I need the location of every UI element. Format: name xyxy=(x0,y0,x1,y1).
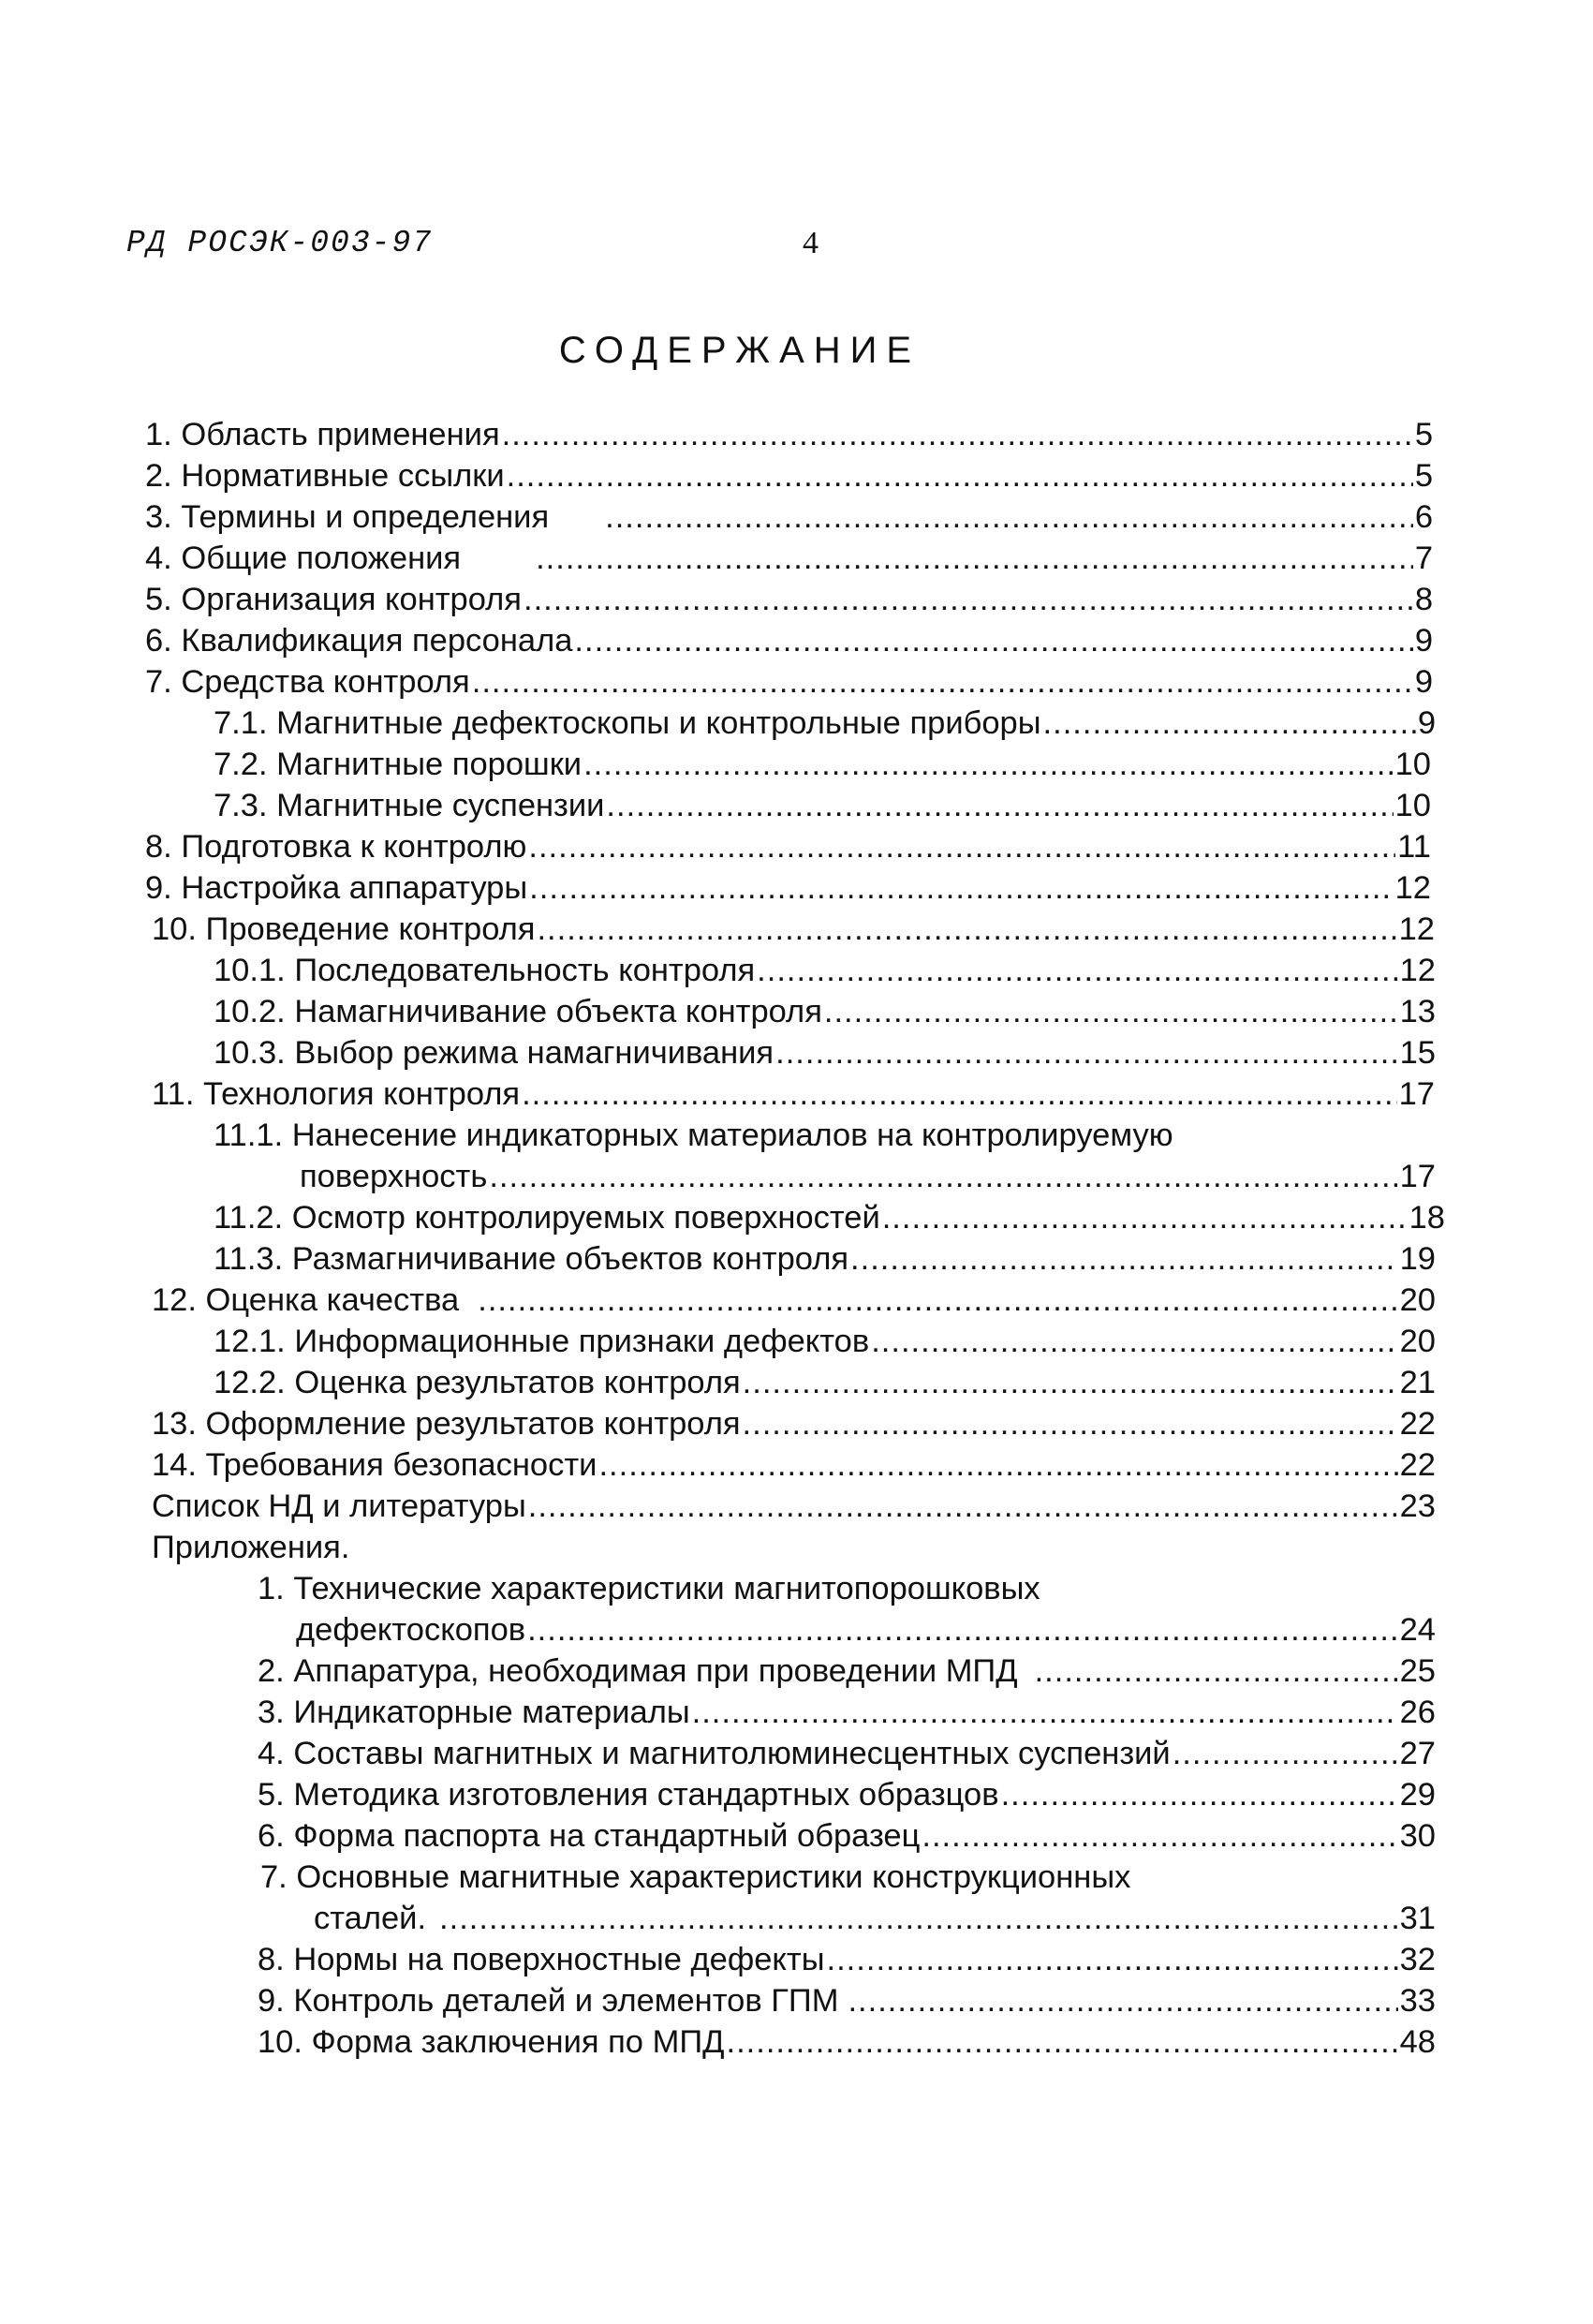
toc-entry-page: 9 xyxy=(1417,705,1436,741)
toc-entry xyxy=(258,1651,1436,1691)
toc-entry-title: 11. Технология контроля xyxy=(152,1076,521,1112)
toc-entry xyxy=(214,1363,1436,1402)
toc-entry-title: 2. Нормативные ссылки xyxy=(145,458,505,494)
toc-entry-title: 9. Контроль деталей и элементов ГПМ xyxy=(258,1983,839,2019)
toc-entry xyxy=(258,1981,1436,2021)
toc-leader-dots xyxy=(574,621,1412,660)
toc-entry xyxy=(214,1116,1436,1155)
toc-entry-page: 30 xyxy=(1399,1818,1436,1854)
toc-entry-page: 17 xyxy=(1398,1076,1435,1112)
toc-entry-title: 7.1. Магнитные дефектоскопы и контрольные приборы xyxy=(214,705,1041,741)
toc-entry-page: 17 xyxy=(1399,1159,1436,1194)
toc-entry xyxy=(214,951,1436,990)
toc-entry xyxy=(214,1033,1436,1073)
toc-entry-page: 9 xyxy=(1414,664,1433,700)
toc-leader-dots xyxy=(871,1322,1397,1361)
toc-entry xyxy=(258,1734,1436,1773)
toc-entry xyxy=(314,1899,1436,1938)
toc-entry xyxy=(145,621,1433,660)
toc-entry xyxy=(214,1198,1445,1237)
toc-entry-title: 10.1. Последовательность контроля xyxy=(214,953,756,988)
toc-leader-dots xyxy=(1173,1734,1398,1773)
toc-entry xyxy=(145,415,1433,454)
toc-leader-dots xyxy=(502,415,1413,454)
toc-leader-dots xyxy=(743,1363,1398,1402)
page-number: 4 xyxy=(803,226,819,260)
toc-leader-dots xyxy=(824,992,1398,1031)
toc-entry xyxy=(152,1445,1436,1485)
toc-entry-page: 5 xyxy=(1414,417,1433,452)
toc-leader-dots xyxy=(848,1981,1397,2021)
toc-leader-dots xyxy=(1043,703,1416,743)
toc-entry xyxy=(214,1322,1436,1361)
toc-entry-title: Список НД и литературы xyxy=(152,1488,526,1524)
toc-leader-dots xyxy=(524,580,1413,619)
toc-entry-page: 5 xyxy=(1414,458,1433,494)
toc-entry xyxy=(258,1775,1436,1814)
toc-entry-page: 12 xyxy=(1398,911,1435,947)
toc-leader-dots xyxy=(1001,1775,1398,1814)
toc-entry-title: 4. Составы магнитных и магнитолюминесцентных суспензий xyxy=(258,1736,1171,1771)
toc-entry-title: 6. Форма паспорта на стандартный образец xyxy=(258,1818,921,1854)
toc-title: СОДЕРЖАНИЕ xyxy=(558,330,922,371)
toc-leader-dots xyxy=(692,1693,1398,1732)
toc-entry-title: 5. Методика изготовления стандартных образцов xyxy=(258,1777,999,1813)
toc-leader-dots xyxy=(922,1816,1397,1856)
toc-entry-page: 13 xyxy=(1399,994,1436,1029)
toc-entry-title: 11.3. Размагничивание объектов контроля xyxy=(214,1241,849,1277)
toc-entry-title: 12. Оценка качества xyxy=(152,1282,460,1318)
toc-entry-title: дефектоскопов xyxy=(296,1612,526,1648)
toc-entry xyxy=(152,1280,1436,1320)
toc-leader-dots xyxy=(472,662,1413,702)
toc-leader-dots xyxy=(527,1610,1398,1650)
toc-entry-title: 1. Технические характеристики магнитопорошковых xyxy=(258,1571,1040,1606)
toc-entry xyxy=(145,456,1433,496)
toc-entry xyxy=(214,786,1431,825)
toc-leader-dots xyxy=(439,1899,1398,1938)
toc-leader-dots xyxy=(522,1074,1397,1114)
toc-entry xyxy=(145,662,1433,702)
toc-entry-page: 31 xyxy=(1399,1901,1436,1936)
toc-leader-dots xyxy=(528,827,1395,866)
toc-entry-title: сталей. xyxy=(314,1901,427,1936)
toc-entry-page: 19 xyxy=(1399,1241,1436,1277)
toc-entry xyxy=(258,1693,1436,1732)
toc-leader-dots xyxy=(757,951,1397,990)
toc-entry xyxy=(152,1074,1435,1114)
toc-entry-title: 10. Форма заключения по МПД xyxy=(258,2024,725,2060)
toc-entry-title: 7. Основные магнитные характеристики конструкционных xyxy=(260,1859,1131,1895)
toc-leader-dots xyxy=(507,456,1413,496)
toc-leader-dots xyxy=(726,2022,1397,2062)
toc-leader-dots xyxy=(528,1487,1398,1526)
toc-entry xyxy=(258,1940,1436,1979)
toc-entry-page: 9 xyxy=(1414,623,1433,659)
toc-entry-page: 26 xyxy=(1399,1695,1436,1730)
toc-entry-page: 12 xyxy=(1399,953,1436,988)
toc-entry-page: 25 xyxy=(1399,1653,1436,1689)
toc-entry-title: 9. Настройка аппаратуры xyxy=(145,870,528,906)
toc-entry-page: 7 xyxy=(1414,540,1433,576)
toc-leader-dots xyxy=(583,745,1394,784)
toc-entry-title: 4. Общие положения xyxy=(145,540,462,576)
toc-entry-page: 20 xyxy=(1399,1324,1436,1359)
toc-entry-title: 12.1. Информационные признаки дефектов xyxy=(214,1324,870,1359)
toc-entry-page: 18 xyxy=(1409,1200,1445,1236)
document-code: РД РОСЭК-003-97 xyxy=(126,226,434,260)
toc-entry xyxy=(145,580,1433,619)
toc-entry-page: 32 xyxy=(1399,1942,1436,1977)
toc-entry-page: 22 xyxy=(1399,1447,1436,1483)
toc-entry-title: 10.3. Выбор режима намагничивания xyxy=(214,1035,774,1071)
toc-entry-title: 5. Организация контроля xyxy=(145,582,522,617)
toc-leader-dots xyxy=(478,1280,1397,1320)
toc-entry xyxy=(152,1487,1436,1526)
toc-entry xyxy=(145,827,1431,866)
toc-entry-page: 8 xyxy=(1414,582,1433,617)
toc-entry xyxy=(214,1239,1436,1279)
toc-entry xyxy=(152,1528,1436,1567)
toc-entry xyxy=(258,2022,1436,2062)
toc-entry-page: 24 xyxy=(1399,1612,1436,1648)
toc-leader-dots xyxy=(882,1198,1408,1237)
toc-leader-dots xyxy=(598,1445,1397,1485)
toc-leader-dots xyxy=(743,1404,1398,1443)
toc-entry-title: 3. Термины и определения xyxy=(145,499,550,535)
toc-leader-dots xyxy=(536,539,1413,578)
toc-entry xyxy=(145,539,1433,578)
toc-entry xyxy=(152,910,1435,949)
toc-entry-page: 15 xyxy=(1399,1035,1436,1071)
toc-entry-title: поверхность xyxy=(300,1159,488,1194)
toc-entry-title: 7.2. Магнитные порошки xyxy=(214,747,583,782)
toc-entry-title: 10.2. Намагничивание объекта контроля xyxy=(214,994,822,1029)
toc-entry xyxy=(300,1157,1436,1196)
toc-entry-title: 6. Квалификация персонала xyxy=(145,623,573,659)
toc-leader-dots xyxy=(827,1940,1398,1979)
toc-entry-title: 12.2. Оценка результатов контроля xyxy=(214,1365,741,1400)
toc-entry-page: 48 xyxy=(1399,2024,1436,2060)
toc-leader-dots xyxy=(850,1239,1398,1279)
toc-leader-dots xyxy=(775,1033,1398,1073)
toc-entry-title: 7. Средства контроля xyxy=(145,664,470,700)
toc-leader-dots xyxy=(489,1157,1397,1196)
toc-entry xyxy=(214,992,1436,1031)
toc-entry-page: 23 xyxy=(1399,1488,1436,1524)
toc-entry xyxy=(258,1816,1436,1856)
toc-entry-title: 14. Требования безопасности xyxy=(152,1447,597,1483)
toc-entry-page: 6 xyxy=(1414,499,1433,535)
toc-entry xyxy=(258,1569,1436,1608)
toc-entry-page: 11 xyxy=(1397,829,1431,865)
toc-entry-page: 27 xyxy=(1399,1736,1436,1771)
toc-entry-page: 12 xyxy=(1394,870,1431,906)
toc-entry-page: 10 xyxy=(1394,788,1431,823)
toc-entry-title: 1. Область применения xyxy=(145,417,500,452)
toc-entry-page: 22 xyxy=(1399,1406,1436,1442)
toc-entry-page: 33 xyxy=(1399,1983,1436,2019)
toc-entry-title: 8. Подготовка к контролю xyxy=(145,829,527,865)
toc-leader-dots xyxy=(529,868,1393,908)
toc-entry-title: 11.1. Нанесение индикаторных материалов на контролируемую xyxy=(214,1118,1173,1153)
toc-entry-page: 29 xyxy=(1399,1777,1436,1813)
toc-leader-dots xyxy=(1035,1651,1398,1691)
toc-entry-title: 10. Проведение контроля xyxy=(152,911,536,947)
toc-entry-title: Приложения. xyxy=(152,1530,350,1565)
toc-entry-title: 13. Оформление результатов контроля xyxy=(152,1406,741,1442)
toc-entry xyxy=(214,703,1436,743)
toc-entry-title: 11.2. Осмотр контролируемых поверхностей xyxy=(214,1200,880,1236)
toc-entry-title: 3. Индикаторные материалы xyxy=(258,1695,690,1730)
toc-entry xyxy=(296,1610,1436,1650)
toc-entry xyxy=(145,497,1433,537)
toc-entry-page: 20 xyxy=(1399,1282,1436,1318)
toc-leader-dots xyxy=(606,786,1393,825)
toc-entry xyxy=(145,868,1431,908)
toc-entry-page: 10 xyxy=(1394,747,1431,782)
toc-entry xyxy=(214,745,1431,784)
toc-leader-dots xyxy=(605,497,1413,537)
toc-entry xyxy=(260,1858,1436,1897)
toc-leader-dots xyxy=(537,910,1396,949)
toc-entry-title: 8. Нормы на поверхностные дефекты xyxy=(258,1942,825,1977)
toc-entry-page: 21 xyxy=(1399,1365,1436,1400)
toc-entry xyxy=(152,1404,1436,1443)
toc-entry-title: 7.3. Магнитные суспензии xyxy=(214,788,605,823)
toc-entry-title: 2. Аппаратура, необходимая при проведении МПД xyxy=(258,1653,1018,1689)
